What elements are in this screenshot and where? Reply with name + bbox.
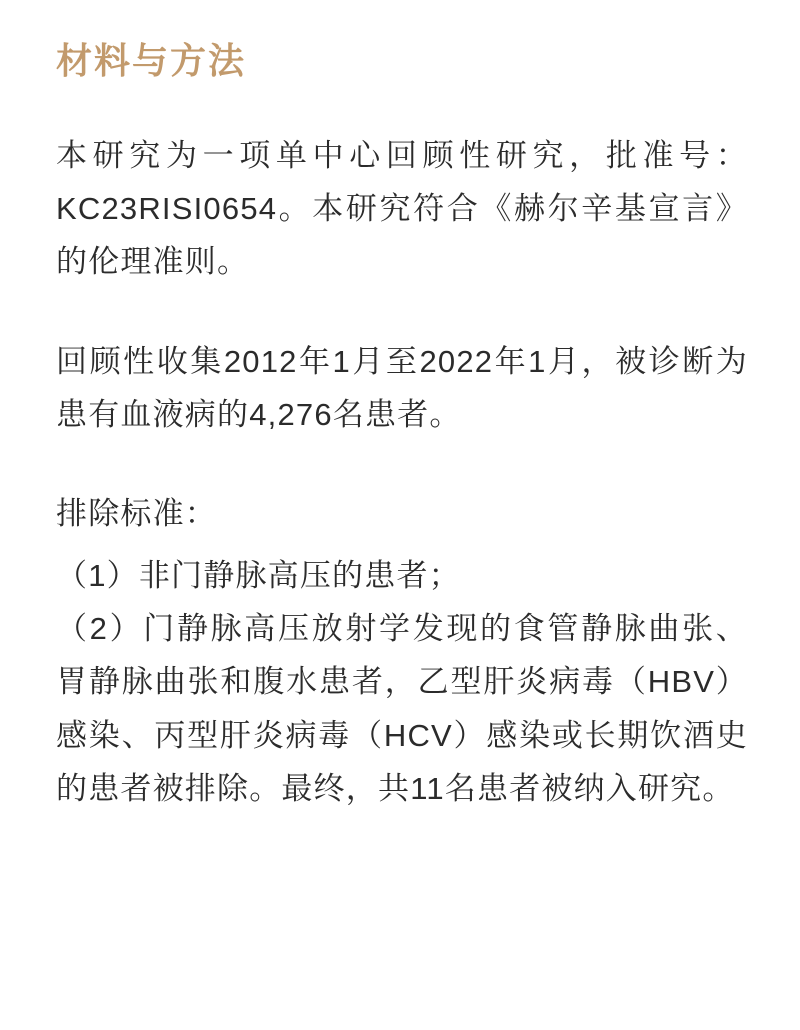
exclusion-criteria-item-1: （1）非门静脉高压的患者； <box>56 557 461 593</box>
paragraph-patient-collection: 回顾性收集2012年1月至2022年1月，被诊断为患有血液病的4,276名患者。 <box>56 343 748 433</box>
paragraph-study-design: 本研究为一项单中心回顾性研究，批准号：KC23RISI0654。本研究符合《赫尔辛基宣言》的伦理准则。 <box>56 137 748 280</box>
exclusion-criteria-item-2: （2）门静脉高压放射学发现的食管静脉曲张、胃静脉曲张和腹水患者，乙型肝炎病毒（HBV）感染、丙型肝炎病毒（HCV）感染或长期饮酒史的患者被排除。最终，共11名患者被纳入研究。 <box>56 610 748 806</box>
page-title: 材料与方法 <box>56 40 247 81</box>
exclusion-criteria-heading: 排除标准： <box>56 496 217 532</box>
